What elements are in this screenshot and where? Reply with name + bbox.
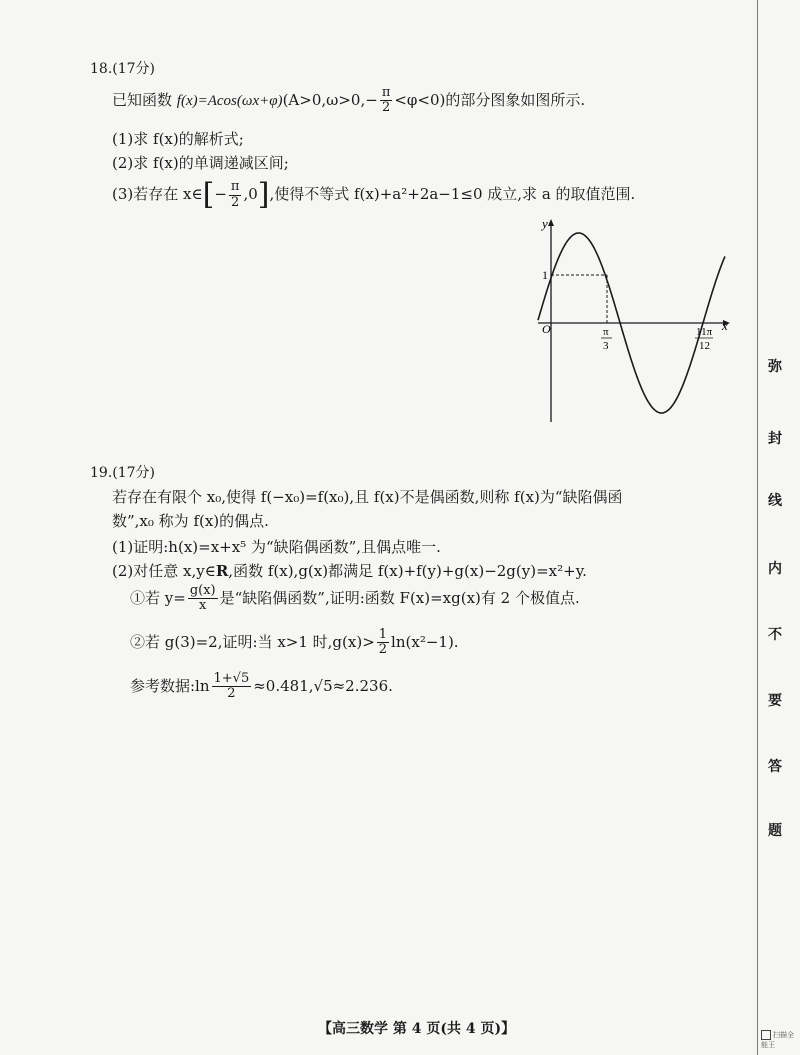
q19-sub2-suffix: ln(x²−1). xyxy=(391,632,459,651)
q19-ref-prefix: 参考数据:ln xyxy=(130,676,210,695)
q19-ref-frac: $\frac{1+√5}{2}$ xyxy=(213,671,250,702)
q18-graph xyxy=(530,210,740,425)
q18-part3-prefix: (3)若存在 x∈ xyxy=(112,185,203,203)
q18-stem-suffix: 的部分图象如图所示. xyxy=(445,90,586,109)
q18-part3-frac: $\frac{\pi}{2}$ xyxy=(230,179,240,210)
q18-part3-suffix: ,使得不等式 f(x)+a²+2a−1≤0 成立,求 a 的取值范围. xyxy=(269,185,636,203)
q19-part2 xyxy=(112,560,587,581)
q18-part3-interval-b: ,0 xyxy=(243,185,258,203)
q19-sub1-prefix: ①若 y= xyxy=(130,588,186,607)
q18-stem-condition-a: (A>0,ω>0,− xyxy=(282,90,378,109)
y-tick-label: 1 xyxy=(542,268,548,282)
right-bracket: ] xyxy=(257,177,270,212)
q18-stem-condition-b: <φ<0) xyxy=(394,90,446,109)
page-footer: 【高三数学 第 4 页(共 4 页)】 xyxy=(318,1021,516,1037)
q19-line1: 若存在有限个 x₀,使得 f(−x₀)=f(x₀),且 f(x)不是偶函数,则称 f(x)为“缺陷偶函 xyxy=(112,488,623,506)
q19-heading: 19.(17分) xyxy=(90,465,156,481)
seal-char: 弥 xyxy=(768,359,782,375)
seal-char: 题 xyxy=(768,823,782,839)
q18-part3-interval-a: − xyxy=(214,185,227,203)
q19-reference-data xyxy=(130,672,393,702)
seal-char: 要 xyxy=(768,693,782,709)
left-bracket: [ xyxy=(202,177,215,212)
q18-stem-prefix: 已知函数 xyxy=(112,90,173,109)
q18-part1: (1)求 f(x)的解析式; xyxy=(112,130,244,148)
q18-part2: (2)求 f(x)的单调递减区间; xyxy=(112,154,289,172)
seal-char: 封 xyxy=(768,431,782,447)
q19-sub2-prefix: ②若 g(3)=2,证明:当 x>1 时,g(x)> xyxy=(130,632,375,651)
origin-label: O xyxy=(542,322,551,336)
q19-part1: (1)证明:h(x)=x+x⁵ 为“缺陷偶函数”,且偶点唯一. xyxy=(112,538,441,556)
q18-frac-pi-over-2: $\frac{\pi}{2}$ xyxy=(381,85,391,116)
q19-part2-a: (2)对任意 x,y∈ xyxy=(112,562,216,580)
x-tick2-den: 12 xyxy=(699,340,710,352)
seal-char: 线 xyxy=(768,493,782,509)
seal-char: 不 xyxy=(768,627,782,643)
x-tick1-den: 3 xyxy=(603,340,609,352)
q18-stem xyxy=(112,86,585,116)
q19-sub1-suffix: 是“缺陷偶函数”,证明:函数 F(x)=xg(x)有 2 个极值点. xyxy=(219,588,580,607)
y-axis-label: y xyxy=(542,216,548,231)
seal-char: 内 xyxy=(768,561,782,577)
seal-line xyxy=(757,0,758,1055)
q18-stem-function: f(x)=Acos(ωx+φ) xyxy=(176,92,283,109)
q18-part3 xyxy=(112,177,636,212)
y-axis-arrow xyxy=(548,219,554,226)
x-axis-label: x xyxy=(722,318,728,333)
q19-sub1-frac: $\frac{g(x)}{x}$ xyxy=(189,583,216,614)
scanner-watermark: 扫描全能王 xyxy=(761,1031,794,1049)
q19-line2: 数”,x₀ 称为 f(x)的偶点. xyxy=(112,512,269,530)
q19-sub1 xyxy=(130,584,580,614)
q18-heading: 18.(17分) xyxy=(90,61,156,77)
x-tick2-num: 11π xyxy=(696,326,713,338)
seal-char: 答 xyxy=(768,759,782,775)
q19-ref-suffix: ≈0.481,√5≈2.236. xyxy=(253,676,393,695)
x-tick1-num: π xyxy=(603,326,609,338)
q19-sub2 xyxy=(130,628,459,658)
qr-icon xyxy=(761,1030,771,1040)
q19-sub2-frac: $\frac{1}{2}$ xyxy=(378,627,388,658)
q19-part2-b: ,函数 f(x),g(x)都满足 f(x)+f(y)+g(x)−2g(y)=x²+y. xyxy=(228,562,587,580)
q19-part2-reals: R xyxy=(215,562,229,580)
